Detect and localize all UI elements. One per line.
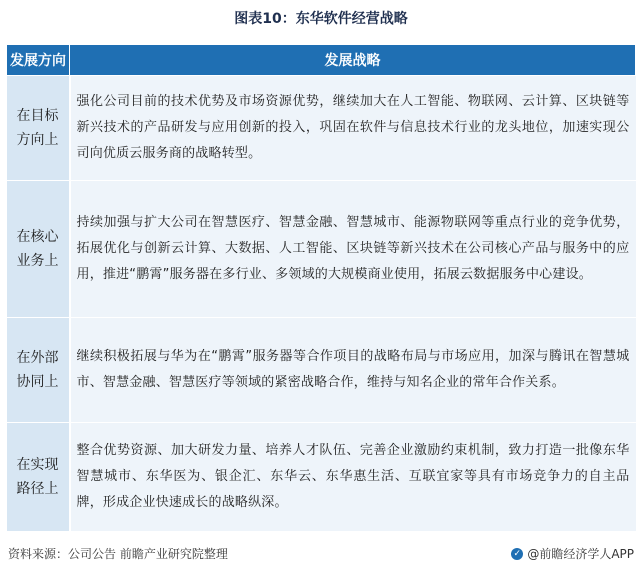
strategy-cell: 持续加强与扩大公司在智慧医疗、智慧金融、智慧城市、能源物联网等重点行业的竞争优势，拓展优化与创新云计算、大数据、人工智能、区块链等新兴技术在公司核心产品与服务中的应用，推进“鹏霄”服务器在多行业、多领域的大规模商业使用，拓展云数据服务中心建设。 xyxy=(70,181,636,318)
brand-credit xyxy=(511,545,634,562)
table-row xyxy=(7,318,636,423)
table-row xyxy=(7,423,636,532)
figure-title: 图表10：东华软件经营战略 xyxy=(234,11,408,27)
direction-cell: 在核心业务上 xyxy=(7,181,70,318)
strategy-cell: 整合优势资源、加大研发力量、培养人才队伍、完善企业激励约束机制，致力打造一批像东华智慧城市、东华医为、银企汇、东华云、东华惠生活、互联宜家等具有市场竞争力的自主品牌，形成企业快速成长的战略纵深。 xyxy=(70,423,636,532)
direction-cell: 在外部协同上 xyxy=(7,318,70,423)
header-direction: 发展方向 xyxy=(7,45,70,76)
strategy-cell: 继续积极拓展与华为在“鹏霄”服务器等合作项目的战略布局与市场应用，加深与腾讯在智慧城市、智慧金融、智慧医疗等领域的紧密战略合作，维持与知名企业的常年合作关系。 xyxy=(70,318,636,423)
strategy-cell: 强化公司目前的技术优势及市场资源优势，继续加大在人工智能、物联网、云计算、区块链等新兴技术的产品研发与应用创新的投入，巩固在软件与信息技术行业的龙头地位，加速实现公司向优质云服务商的战略转型。 xyxy=(70,76,636,181)
direction-cell: 在目标方向上 xyxy=(7,76,70,181)
table-row xyxy=(7,76,636,181)
table-header-row xyxy=(7,45,636,76)
brand-text: @前瞻经济学人APP xyxy=(527,547,634,561)
source-note: 资料来源：公司公告 前瞻产业研究院整理 xyxy=(8,547,228,561)
strategy-table xyxy=(6,44,636,532)
direction-cell: 在实现路径上 xyxy=(7,423,70,532)
table-row xyxy=(7,181,636,318)
header-strategy: 发展战略 xyxy=(70,45,636,76)
qianzhan-logo-icon: ✓ xyxy=(511,548,523,560)
